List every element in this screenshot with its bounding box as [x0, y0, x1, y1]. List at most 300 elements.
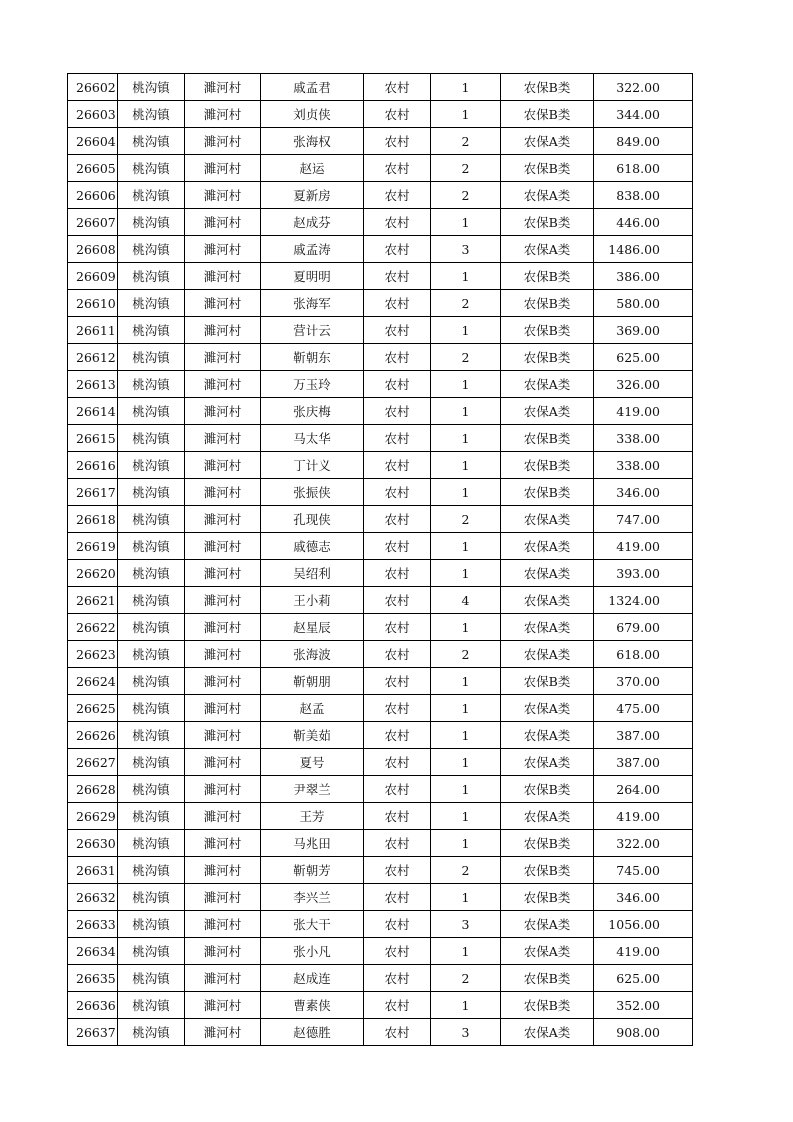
table-row: [68, 182, 693, 209]
table-row: [68, 128, 693, 155]
member-count-cell: 2: [431, 182, 501, 209]
records-table: [67, 73, 693, 1046]
household-type-cell: 农村: [364, 74, 431, 101]
record-id-cell: 26625: [68, 695, 118, 722]
table-row: [68, 263, 693, 290]
member-count-cell: 1: [431, 452, 501, 479]
person-name-cell: 赵星辰: [261, 614, 364, 641]
amount-cell: 1486.00: [594, 236, 693, 263]
amount-cell: 446.00: [594, 209, 693, 236]
village-cell: 濉河村: [185, 479, 261, 506]
insurance-category-cell: 农保B类: [501, 209, 594, 236]
household-type-cell: 农村: [364, 992, 431, 1019]
member-count-cell: 4: [431, 587, 501, 614]
amount-cell: 387.00: [594, 749, 693, 776]
town-cell: 桃沟镇: [118, 74, 185, 101]
household-type-cell: 农村: [364, 884, 431, 911]
person-name-cell: 戚德志: [261, 533, 364, 560]
household-type-cell: 农村: [364, 479, 431, 506]
insurance-category-cell: 农保A类: [501, 614, 594, 641]
table-row: [68, 452, 693, 479]
member-count-cell: 1: [431, 884, 501, 911]
town-cell: 桃沟镇: [118, 344, 185, 371]
table-row: [68, 101, 693, 128]
record-id-cell: 26605: [68, 155, 118, 182]
insurance-category-cell: 农保B类: [501, 776, 594, 803]
village-cell: 濉河村: [185, 1019, 261, 1046]
insurance-category-cell: 农保B类: [501, 155, 594, 182]
record-id-cell: 26623: [68, 641, 118, 668]
town-cell: 桃沟镇: [118, 128, 185, 155]
insurance-category-cell: 农保B类: [501, 452, 594, 479]
record-id-cell: 26617: [68, 479, 118, 506]
amount-cell: 369.00: [594, 317, 693, 344]
village-cell: 濉河村: [185, 128, 261, 155]
household-type-cell: 农村: [364, 155, 431, 182]
table-body: [68, 74, 693, 1046]
amount-cell: 393.00: [594, 560, 693, 587]
insurance-category-cell: 农保A类: [501, 722, 594, 749]
member-count-cell: 1: [431, 425, 501, 452]
record-id-cell: 26626: [68, 722, 118, 749]
amount-cell: 745.00: [594, 857, 693, 884]
table-row: [68, 722, 693, 749]
amount-cell: 264.00: [594, 776, 693, 803]
amount-cell: 580.00: [594, 290, 693, 317]
member-count-cell: 2: [431, 290, 501, 317]
town-cell: 桃沟镇: [118, 668, 185, 695]
town-cell: 桃沟镇: [118, 506, 185, 533]
member-count-cell: 2: [431, 155, 501, 182]
insurance-category-cell: 农保B类: [501, 668, 594, 695]
person-name-cell: 营计云: [261, 317, 364, 344]
record-id-cell: 26637: [68, 1019, 118, 1046]
member-count-cell: 1: [431, 74, 501, 101]
amount-cell: 386.00: [594, 263, 693, 290]
person-name-cell: 万玉玲: [261, 371, 364, 398]
town-cell: 桃沟镇: [118, 614, 185, 641]
town-cell: 桃沟镇: [118, 452, 185, 479]
member-count-cell: 2: [431, 641, 501, 668]
insurance-category-cell: 农保A类: [501, 749, 594, 776]
person-name-cell: 吴绍利: [261, 560, 364, 587]
village-cell: 濉河村: [185, 74, 261, 101]
town-cell: 桃沟镇: [118, 641, 185, 668]
insurance-category-cell: 农保A类: [501, 938, 594, 965]
member-count-cell: 3: [431, 1019, 501, 1046]
person-name-cell: 李兴兰: [261, 884, 364, 911]
record-id-cell: 26606: [68, 182, 118, 209]
amount-cell: 1324.00: [594, 587, 693, 614]
town-cell: 桃沟镇: [118, 236, 185, 263]
table-row: [68, 641, 693, 668]
town-cell: 桃沟镇: [118, 776, 185, 803]
town-cell: 桃沟镇: [118, 857, 185, 884]
amount-cell: 625.00: [594, 344, 693, 371]
village-cell: 濉河村: [185, 560, 261, 587]
record-id-cell: 26624: [68, 668, 118, 695]
record-id-cell: 26629: [68, 803, 118, 830]
table-row: [68, 506, 693, 533]
person-name-cell: 赵德胜: [261, 1019, 364, 1046]
person-name-cell: 马太华: [261, 425, 364, 452]
record-id-cell: 26604: [68, 128, 118, 155]
town-cell: 桃沟镇: [118, 479, 185, 506]
member-count-cell: 1: [431, 371, 501, 398]
village-cell: 濉河村: [185, 938, 261, 965]
household-type-cell: 农村: [364, 857, 431, 884]
table-row: [68, 425, 693, 452]
member-count-cell: 1: [431, 614, 501, 641]
table-row: [68, 965, 693, 992]
household-type-cell: 农村: [364, 290, 431, 317]
insurance-category-cell: 农保B类: [501, 290, 594, 317]
person-name-cell: 靳朝芳: [261, 857, 364, 884]
village-cell: 濉河村: [185, 317, 261, 344]
member-count-cell: 3: [431, 236, 501, 263]
table-row: [68, 938, 693, 965]
table-row: [68, 371, 693, 398]
household-type-cell: 农村: [364, 398, 431, 425]
village-cell: 濉河村: [185, 884, 261, 911]
amount-cell: 346.00: [594, 479, 693, 506]
member-count-cell: 2: [431, 965, 501, 992]
table-row: [68, 884, 693, 911]
insurance-category-cell: 农保A类: [501, 182, 594, 209]
village-cell: 濉河村: [185, 101, 261, 128]
village-cell: 濉河村: [185, 263, 261, 290]
record-id-cell: 26622: [68, 614, 118, 641]
insurance-category-cell: 农保B类: [501, 830, 594, 857]
table-row: [68, 209, 693, 236]
village-cell: 濉河村: [185, 371, 261, 398]
person-name-cell: 戚孟君: [261, 74, 364, 101]
insurance-category-cell: 农保A类: [501, 371, 594, 398]
record-id-cell: 26634: [68, 938, 118, 965]
insurance-category-cell: 农保B类: [501, 992, 594, 1019]
record-id-cell: 26633: [68, 911, 118, 938]
table-row: [68, 749, 693, 776]
record-id-cell: 26614: [68, 398, 118, 425]
household-type-cell: 农村: [364, 830, 431, 857]
village-cell: 濉河村: [185, 587, 261, 614]
member-count-cell: 2: [431, 506, 501, 533]
household-type-cell: 农村: [364, 1019, 431, 1046]
amount-cell: 475.00: [594, 695, 693, 722]
person-name-cell: 孔现侠: [261, 506, 364, 533]
person-name-cell: 夏新房: [261, 182, 364, 209]
person-name-cell: 夏明明: [261, 263, 364, 290]
household-type-cell: 农村: [364, 263, 431, 290]
record-id-cell: 26635: [68, 965, 118, 992]
amount-cell: 908.00: [594, 1019, 693, 1046]
record-id-cell: 26636: [68, 992, 118, 1019]
member-count-cell: 1: [431, 776, 501, 803]
household-type-cell: 农村: [364, 965, 431, 992]
record-id-cell: 26607: [68, 209, 118, 236]
member-count-cell: 1: [431, 398, 501, 425]
table-row: [68, 668, 693, 695]
person-name-cell: 赵运: [261, 155, 364, 182]
person-name-cell: 靳美茹: [261, 722, 364, 749]
town-cell: 桃沟镇: [118, 317, 185, 344]
amount-cell: 679.00: [594, 614, 693, 641]
village-cell: 濉河村: [185, 830, 261, 857]
record-id-cell: 26627: [68, 749, 118, 776]
insurance-category-cell: 农保B类: [501, 425, 594, 452]
member-count-cell: 2: [431, 344, 501, 371]
table-row: [68, 398, 693, 425]
amount-cell: 625.00: [594, 965, 693, 992]
record-id-cell: 26619: [68, 533, 118, 560]
amount-cell: 322.00: [594, 74, 693, 101]
amount-cell: 346.00: [594, 884, 693, 911]
village-cell: 濉河村: [185, 992, 261, 1019]
household-type-cell: 农村: [364, 209, 431, 236]
person-name-cell: 马兆田: [261, 830, 364, 857]
person-name-cell: 王小莉: [261, 587, 364, 614]
member-count-cell: 1: [431, 803, 501, 830]
table-row: [68, 614, 693, 641]
amount-cell: 387.00: [594, 722, 693, 749]
town-cell: 桃沟镇: [118, 155, 185, 182]
table-row: [68, 587, 693, 614]
person-name-cell: 张大干: [261, 911, 364, 938]
person-name-cell: 张海权: [261, 128, 364, 155]
town-cell: 桃沟镇: [118, 938, 185, 965]
household-type-cell: 农村: [364, 911, 431, 938]
insurance-category-cell: 农保A类: [501, 560, 594, 587]
town-cell: 桃沟镇: [118, 587, 185, 614]
table-row: [68, 857, 693, 884]
town-cell: 桃沟镇: [118, 965, 185, 992]
table-row: [68, 290, 693, 317]
record-id-cell: 26628: [68, 776, 118, 803]
household-type-cell: 农村: [364, 722, 431, 749]
town-cell: 桃沟镇: [118, 101, 185, 128]
table-row: [68, 344, 693, 371]
record-id-cell: 26615: [68, 425, 118, 452]
table-row: [68, 830, 693, 857]
amount-cell: 747.00: [594, 506, 693, 533]
table-row: [68, 803, 693, 830]
village-cell: 濉河村: [185, 668, 261, 695]
insurance-category-cell: 农保A类: [501, 506, 594, 533]
record-id-cell: 26610: [68, 290, 118, 317]
village-cell: 濉河村: [185, 236, 261, 263]
person-name-cell: 戚孟涛: [261, 236, 364, 263]
person-name-cell: 赵孟: [261, 695, 364, 722]
amount-cell: 338.00: [594, 452, 693, 479]
village-cell: 濉河村: [185, 641, 261, 668]
amount-cell: 1056.00: [594, 911, 693, 938]
household-type-cell: 农村: [364, 371, 431, 398]
record-id-cell: 26611: [68, 317, 118, 344]
insurance-category-cell: 农保A类: [501, 128, 594, 155]
household-type-cell: 农村: [364, 128, 431, 155]
town-cell: 桃沟镇: [118, 749, 185, 776]
town-cell: 桃沟镇: [118, 830, 185, 857]
village-cell: 濉河村: [185, 776, 261, 803]
household-type-cell: 农村: [364, 182, 431, 209]
table-row: [68, 155, 693, 182]
person-name-cell: 赵成连: [261, 965, 364, 992]
insurance-category-cell: 农保A类: [501, 911, 594, 938]
amount-cell: 419.00: [594, 803, 693, 830]
member-count-cell: 1: [431, 749, 501, 776]
household-type-cell: 农村: [364, 317, 431, 344]
insurance-category-cell: 农保B类: [501, 857, 594, 884]
person-name-cell: 张海军: [261, 290, 364, 317]
member-count-cell: 1: [431, 101, 501, 128]
household-type-cell: 农村: [364, 236, 431, 263]
record-id-cell: 26632: [68, 884, 118, 911]
person-name-cell: 靳朝朋: [261, 668, 364, 695]
member-count-cell: 1: [431, 533, 501, 560]
member-count-cell: 1: [431, 209, 501, 236]
household-type-cell: 农村: [364, 587, 431, 614]
member-count-cell: 1: [431, 938, 501, 965]
insurance-category-cell: 农保A类: [501, 236, 594, 263]
table-row: [68, 776, 693, 803]
village-cell: 濉河村: [185, 344, 261, 371]
record-id-cell: 26621: [68, 587, 118, 614]
insurance-category-cell: 农保B类: [501, 263, 594, 290]
household-type-cell: 农村: [364, 641, 431, 668]
village-cell: 濉河村: [185, 911, 261, 938]
household-type-cell: 农村: [364, 533, 431, 560]
household-type-cell: 农村: [364, 506, 431, 533]
village-cell: 濉河村: [185, 425, 261, 452]
insurance-category-cell: 农保B类: [501, 884, 594, 911]
member-count-cell: 1: [431, 830, 501, 857]
village-cell: 濉河村: [185, 182, 261, 209]
person-name-cell: 王芳: [261, 803, 364, 830]
member-count-cell: 1: [431, 560, 501, 587]
member-count-cell: 1: [431, 722, 501, 749]
insurance-category-cell: 农保A类: [501, 803, 594, 830]
town-cell: 桃沟镇: [118, 911, 185, 938]
person-name-cell: 张小凡: [261, 938, 364, 965]
village-cell: 濉河村: [185, 803, 261, 830]
person-name-cell: 张海波: [261, 641, 364, 668]
amount-cell: 338.00: [594, 425, 693, 452]
town-cell: 桃沟镇: [118, 1019, 185, 1046]
town-cell: 桃沟镇: [118, 992, 185, 1019]
household-type-cell: 农村: [364, 695, 431, 722]
household-type-cell: 农村: [364, 803, 431, 830]
amount-cell: 344.00: [594, 101, 693, 128]
table-row: [68, 236, 693, 263]
member-count-cell: 1: [431, 695, 501, 722]
insurance-category-cell: 农保B类: [501, 965, 594, 992]
village-cell: 濉河村: [185, 506, 261, 533]
member-count-cell: 1: [431, 479, 501, 506]
amount-cell: 419.00: [594, 938, 693, 965]
table-row: [68, 317, 693, 344]
town-cell: 桃沟镇: [118, 425, 185, 452]
town-cell: 桃沟镇: [118, 722, 185, 749]
amount-cell: 849.00: [594, 128, 693, 155]
town-cell: 桃沟镇: [118, 209, 185, 236]
table-row: [68, 74, 693, 101]
town-cell: 桃沟镇: [118, 182, 185, 209]
record-id-cell: 26603: [68, 101, 118, 128]
insurance-category-cell: 农保A类: [501, 398, 594, 425]
amount-cell: 618.00: [594, 641, 693, 668]
village-cell: 濉河村: [185, 857, 261, 884]
insurance-category-cell: 农保B类: [501, 317, 594, 344]
town-cell: 桃沟镇: [118, 263, 185, 290]
insurance-category-cell: 农保B类: [501, 74, 594, 101]
member-count-cell: 2: [431, 128, 501, 155]
amount-cell: 352.00: [594, 992, 693, 1019]
town-cell: 桃沟镇: [118, 290, 185, 317]
amount-cell: 419.00: [594, 398, 693, 425]
member-count-cell: 1: [431, 992, 501, 1019]
table-row: [68, 992, 693, 1019]
insurance-category-cell: 农保A类: [501, 1019, 594, 1046]
person-name-cell: 张庆梅: [261, 398, 364, 425]
person-name-cell: 刘贞侠: [261, 101, 364, 128]
insurance-category-cell: 农保A类: [501, 533, 594, 560]
household-type-cell: 农村: [364, 101, 431, 128]
member-count-cell: 1: [431, 668, 501, 695]
insurance-category-cell: 农保A类: [501, 587, 594, 614]
household-type-cell: 农村: [364, 452, 431, 479]
record-id-cell: 26609: [68, 263, 118, 290]
insurance-category-cell: 农保B类: [501, 101, 594, 128]
village-cell: 濉河村: [185, 722, 261, 749]
record-id-cell: 26608: [68, 236, 118, 263]
table-row: [68, 560, 693, 587]
household-type-cell: 农村: [364, 668, 431, 695]
record-id-cell: 26616: [68, 452, 118, 479]
insurance-category-cell: 农保A类: [501, 641, 594, 668]
member-count-cell: 3: [431, 911, 501, 938]
town-cell: 桃沟镇: [118, 533, 185, 560]
amount-cell: 370.00: [594, 668, 693, 695]
record-id-cell: 26618: [68, 506, 118, 533]
record-id-cell: 26631: [68, 857, 118, 884]
record-id-cell: 26602: [68, 74, 118, 101]
insurance-category-cell: 农保A类: [501, 695, 594, 722]
village-cell: 濉河村: [185, 614, 261, 641]
person-name-cell: 丁计义: [261, 452, 364, 479]
member-count-cell: 1: [431, 263, 501, 290]
table-row: [68, 533, 693, 560]
village-cell: 濉河村: [185, 695, 261, 722]
amount-cell: 322.00: [594, 830, 693, 857]
amount-cell: 326.00: [594, 371, 693, 398]
household-type-cell: 农村: [364, 560, 431, 587]
village-cell: 濉河村: [185, 452, 261, 479]
person-name-cell: 张振侠: [261, 479, 364, 506]
town-cell: 桃沟镇: [118, 560, 185, 587]
village-cell: 濉河村: [185, 155, 261, 182]
member-count-cell: 2: [431, 857, 501, 884]
person-name-cell: 赵成芬: [261, 209, 364, 236]
record-id-cell: 26630: [68, 830, 118, 857]
town-cell: 桃沟镇: [118, 695, 185, 722]
village-cell: 濉河村: [185, 290, 261, 317]
village-cell: 濉河村: [185, 209, 261, 236]
record-id-cell: 26620: [68, 560, 118, 587]
household-type-cell: 农村: [364, 425, 431, 452]
village-cell: 濉河村: [185, 398, 261, 425]
amount-cell: 838.00: [594, 182, 693, 209]
town-cell: 桃沟镇: [118, 398, 185, 425]
